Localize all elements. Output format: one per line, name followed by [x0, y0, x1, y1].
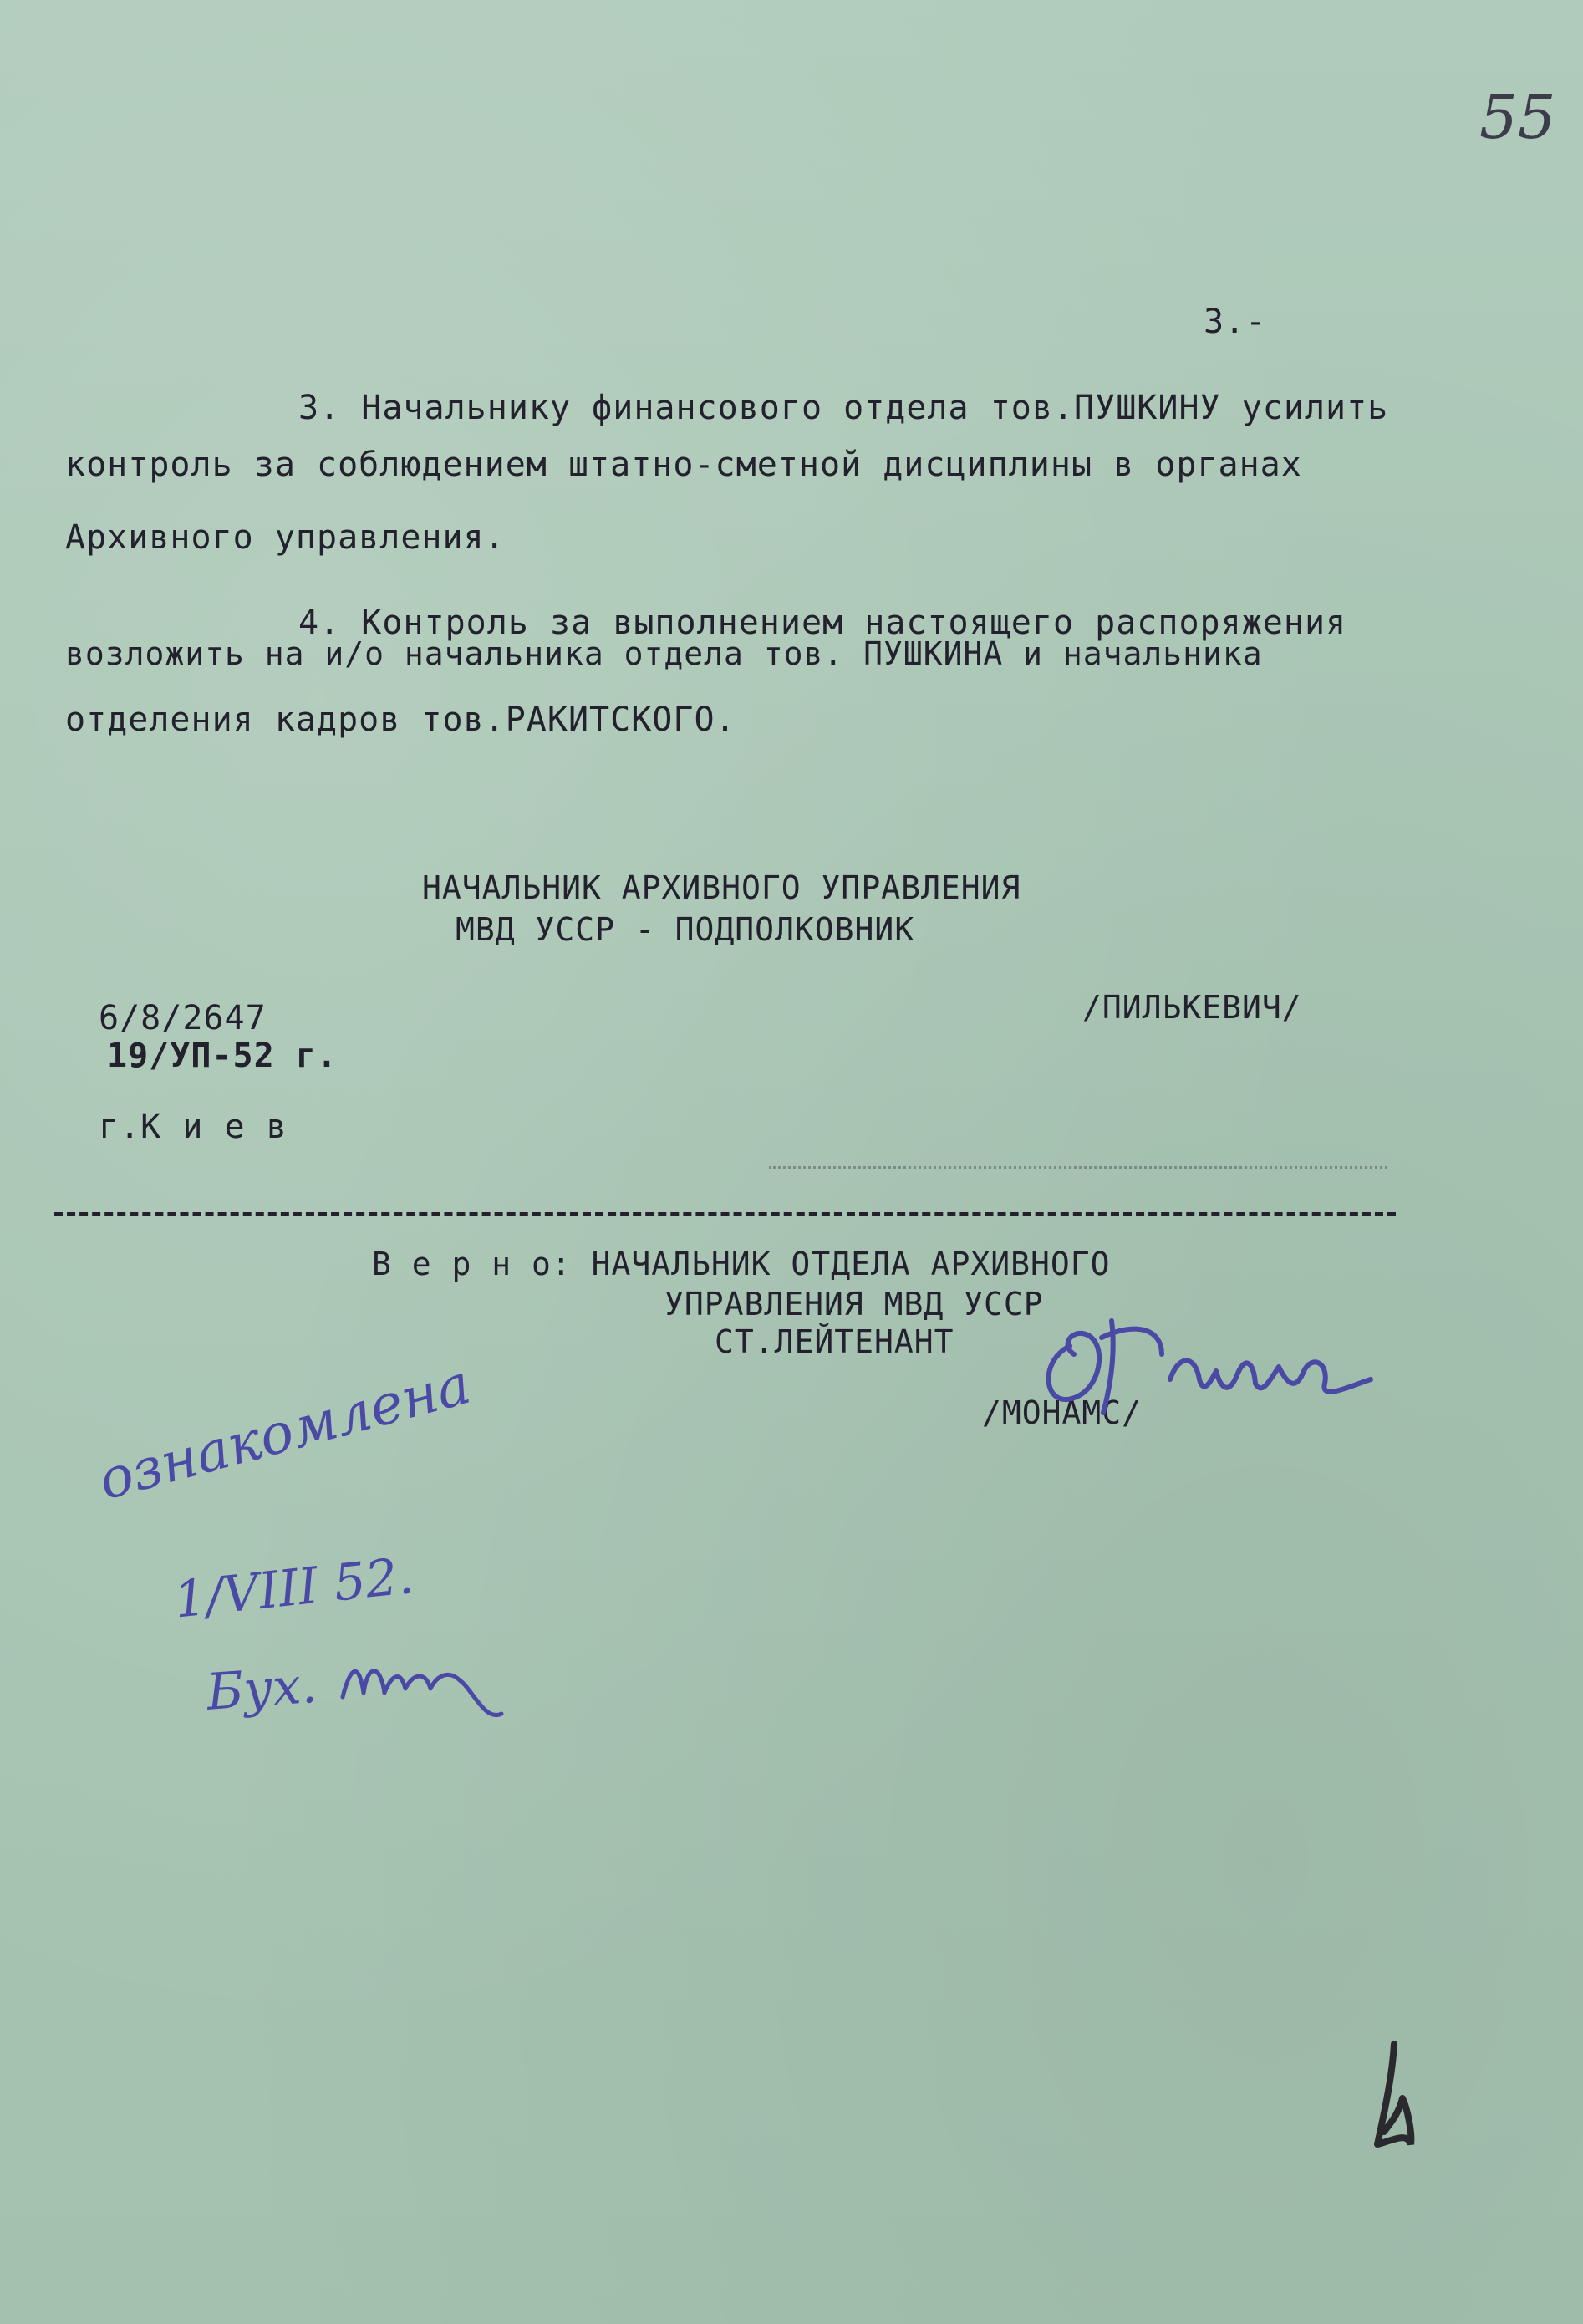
handwritten-initials-icon [334, 1630, 535, 1747]
paragraph-3-line-1: 3. Начальнику финансового отдела тов.ПУШКИНУ усилить [298, 389, 1389, 427]
paragraph-3-line-3: Архивного управления. [65, 518, 506, 557]
handwritten-signature-icon [1036, 1304, 1404, 1438]
certification-line-2: УПРАВЛЕНИЯ МВД УССР [664, 1286, 1044, 1323]
handwritten-note-line-3: Бух. [205, 1655, 319, 1722]
reference-number: 6/8/2647 [99, 999, 267, 1037]
paragraph-3-line-2: контроль за соблюдением штатно-сметной дисциплины в органах [65, 446, 1302, 484]
signature-title-line-2: МВД УССР - ПОДПОЛКОВНИК [456, 911, 915, 948]
signatory-name: /ПИЛЬКЕВИЧ/ [1082, 989, 1302, 1026]
page-number: 3.- [1204, 303, 1267, 341]
reference-city: г.К и е в [99, 1108, 288, 1146]
handwritten-note-line-2: 1/VIII 52. [171, 1546, 417, 1630]
certification-line-3: СТ.ЛЕЙТЕНАНТ [715, 1323, 954, 1360]
archive-sheet-number: 55 [1479, 82, 1556, 152]
pencil-mark-icon [1361, 2040, 1428, 2157]
faint-dotted-line [769, 1166, 1387, 1169]
certifier-name: /МОНАМС/ [982, 1394, 1143, 1431]
paragraph-4-line-3: отделения кадров тов.РАКИТСКОГО. [65, 701, 736, 739]
dashed-separator [54, 1212, 1396, 1216]
handwritten-note-line-1: ознакомлена [92, 1351, 477, 1513]
paragraph-4-line-1: 4. Контроль за выполнением настоящего распоряжения [298, 604, 1347, 642]
paragraph-4-line-2: возложить на и/о начальника отдела тов. ПУШКИНА и начальника [65, 635, 1263, 672]
certification-line-1: В е р н о: НАЧАЛЬНИК ОТДЕЛА АРХИВНОГО [372, 1246, 1111, 1282]
reference-date: 19/УП-52 г. [107, 1037, 338, 1075]
signature-title-line-1: НАЧАЛЬНИК АРХИВНОГО УПРАВЛЕНИЯ [422, 869, 1021, 906]
